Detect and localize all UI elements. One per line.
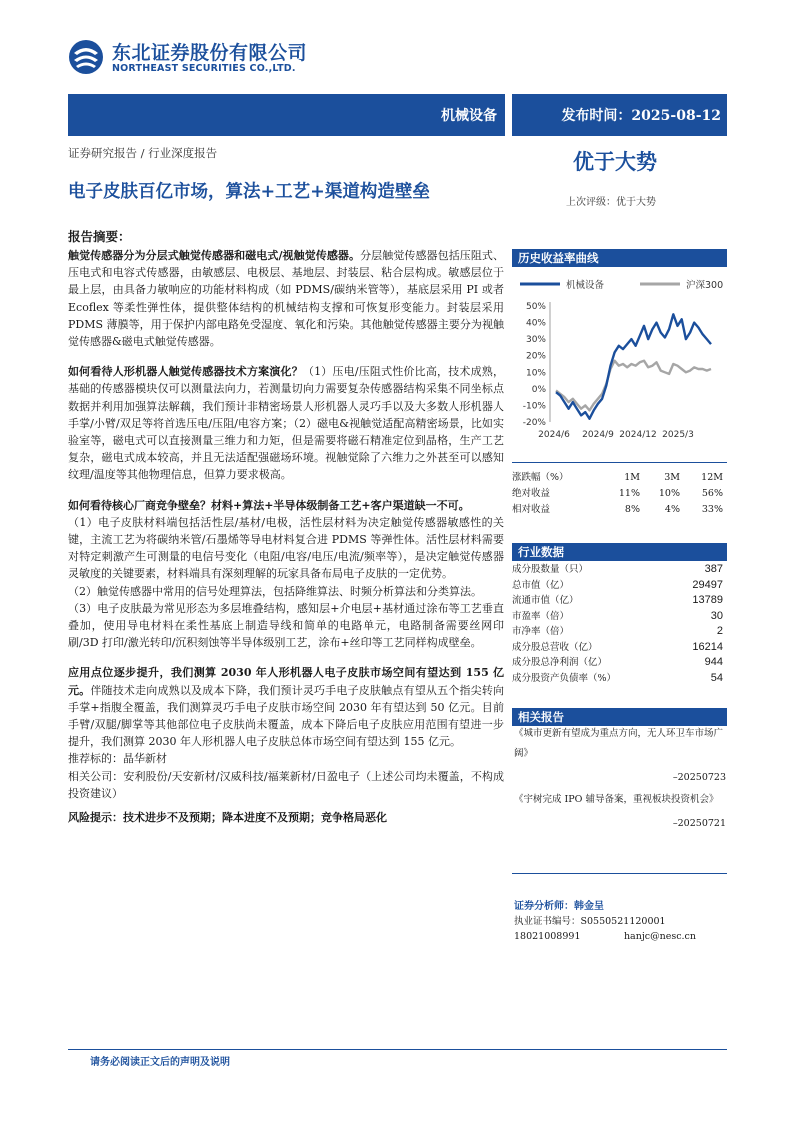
summary-para-4 [68,664,504,750]
related-reports-heading: 相关报告 [512,708,727,726]
y-tick-label: -20% [522,418,546,428]
summary-para-3 [68,497,504,514]
industry-data-value: 16214 [692,640,723,653]
returns-head-label: 涨跌幅（%） [512,472,569,483]
industry-data-label: 市盈率（倍） [512,610,570,622]
summary-para-2 [68,363,504,483]
chart-heading: 历史收益率曲线 [512,249,727,267]
legend-label: 沪深300 [686,280,724,291]
related-report-date: –20250721 [672,818,726,829]
y-tick-label: -10% [522,401,546,412]
returns-cell: 56% [701,488,723,499]
risk-note [68,809,504,826]
analyst-phone: 18021008991 [514,931,581,942]
returns-cell: 10% [658,488,680,499]
industry-data-row [512,578,727,594]
series-line-1 [556,361,711,411]
industry-data-label: 成分股总营收（亿） [512,641,598,653]
para-4-lead: 应用点位逐步提升，我们测算 2030 年人形机器人电子皮肤市场空间有望达到 155 亿元。 [68,666,504,697]
y-tick-label: 0% [531,384,546,395]
industry-data-value: 944 [704,656,723,668]
analyst-license: 执业证书编号：S0550521120001 [514,916,666,927]
recommended-stock: 推荐标的：晶华新材 [68,752,167,766]
related-report-1 [514,724,726,788]
report-title: 电子皮肤百亿市场，算法+工艺+渠道构造壁垒 [68,182,430,202]
history-return-chart [512,272,727,442]
summary-para-1 [68,247,504,350]
returns-cell: 4% [664,504,680,515]
y-tick-label: 20% [525,351,546,362]
summary-heading: 报告摘要： [68,229,131,244]
industry-data-value: 29497 [692,578,723,591]
related-report-title[interactable]: 《宇树完成 IPO 辅导备案，重视板块投资机会》 [514,794,719,805]
returns-cell: 33% [701,504,723,515]
industry-data-heading: 行业数据 [512,543,727,561]
para-4-body: 伴随技术走向成熟以及成本下降，我们预计灵巧手电子皮肤触点有望从五个指尖转向手掌+指腹全覆盖，我们测算灵巧手电子皮肤市场空间 2030 年有望达到 50 亿元。目前手臂/双腿/脚掌等其他部位电子皮肤尚未覆盖，成本下降后电子皮肤应用范围有望进一步提升，我们测算 2030 年人形机器人电子皮肤总体市场空间有望达到 155 亿元。 [68,683,505,749]
rating-previous: 上次评级：优于大势 [566,197,656,208]
industry-data-row [512,609,727,625]
rating-current: 优于大势 [573,149,657,174]
company-logo [68,39,104,75]
industry-data-row [512,624,727,640]
chart-divider [512,462,727,463]
related-companies: 相关公司：安利股份/天安新材/汉威科技/福莱新材/日盈电子（上述公司均未覆盖，不构成投资建议） [68,769,504,800]
industry-data-label: 成分股总净利润（亿） [512,657,608,668]
analyst-email[interactable]: hanjc@nesc.cn [623,931,696,942]
returns-head-1m: 1M [624,472,640,483]
returns-cell: 8% [624,504,640,515]
footer-divider [68,1049,727,1050]
para-2-body: （1）压电/压阻式性价比高，技术成熟，基础的传感器模块仅可以测量法向力，若测量切向力需要复杂传感器结构采集不同坐标点数据并利用加强算法解藕，我们预计非精密场景人形机器人灵巧手以及大多数人形机器人手掌/小臂/双足等将首选压电/压阻/电容方案；（2）磁电&视触觉适配高精密场景，比如实验室等，磁电式可以直接测量三维力和力矩，但是需要将磁石精准定位到晶格，生产工艺复杂，磁电式成本较高，并且无法适配强磁场环境。视触觉除了六维力之外甚至可以感知纹理/温度等其他物理信息，但算力要求极高。 [68,365,504,482]
industry-data-label: 成分股资产负债率（%） [512,672,617,684]
industry-data-row [512,562,727,578]
para-3-lead: 如何看待核心厂商竞争壁垒？材料+算法+半导体级制备工艺+客户渠道缺一不可。 [68,498,470,512]
analyst-block [514,899,726,944]
returns-head-12m: 12M [701,472,723,483]
y-tick-label: 30% [525,335,546,346]
returns-table [512,470,727,518]
returns-row-absolute [512,486,727,502]
summary-para-3b: （2）触觉传感器中常用的信号处理算法，包括降维算法、时频分析算法和分类算法。 [68,584,482,598]
summary-para-3c: （3）电子皮肤最为常见形态为多层堆叠结构，感知层+介电层+基材通过涂布等工艺垂直叠加，使用导电材料在柔性基底上制造导线和简单的电路单元，电路制备需要丝网印刷/3D 打印/激光转印/沉积刻蚀等半导体级别工艺，涂布+丝印等工艺同样构成壁垒。 [68,601,504,650]
industry-data-value: 54 [710,671,723,684]
industry-data-label: 流通市值（亿） [512,595,579,606]
industry-data-row [512,671,727,687]
breadcrumb: 证券研究报告 / 行业深度报告 [68,146,218,160]
industry-band [68,94,505,136]
returns-cell: 绝对收益 [512,488,551,499]
related-report-date: –20250723 [672,772,726,783]
related-report-2 [514,790,726,834]
x-tick-label: 2024/9 [582,430,614,440]
industry-data-table [512,562,727,686]
x-tick-label: 2024/12 [619,430,657,440]
returns-head-3m: 3M [664,472,680,483]
publish-band [512,94,727,136]
publish-time: 发布时间：2025-08-12 [561,108,721,124]
y-tick-label: 40% [525,318,546,329]
para-2-lead: 如何看待人形机器人触觉传感器技术方案演化？ [68,365,303,379]
legend-label: 机械设备 [566,280,605,291]
summary-para-3a: （1）电子皮肤材料端包括活性层/基材/电极，活性层材料为决定触觉传感器敏感性的关键，主流工艺为将碳纳米管/石墨烯等导电材料复合进 PDMS 等弹性体。活性层材料需要对特定刺激产生可测量的电信号变化（电阻/电容/电压/电流/频率等），是决定触觉传感器灵敏度的关键要素，材料端具有深刻理解的玩家具备布局电子皮肤的一定优势。 [68,515,504,581]
industry-data-row [512,640,727,656]
related-report-title[interactable]: 《城市更新有望成为重点方向，无人环卫车市场广阔》 [514,728,724,759]
x-tick-label: 2024/6 [538,430,570,440]
industry-data-value: 13789 [692,594,723,606]
analyst-contact [514,929,726,944]
industry-label: 机械设备 [441,108,497,124]
returns-row-relative [512,502,727,518]
industry-data-row [512,655,727,671]
returns-cell: 相对收益 [512,504,551,515]
para-1-lead: 触觉传感器分为分层式触觉传感器和磁电式/视触觉传感器。 [68,249,361,262]
company-name-cn: 东北证券股份有限公司 [112,42,308,64]
analyst-name: 证券分析师：韩金呈 [514,901,604,912]
footer-note: 请务必阅读正文后的声明及说明 [90,1057,230,1068]
y-tick-label: 10% [525,368,546,379]
x-tick-label: 2025/3 [662,430,694,440]
series-line-0 [556,314,711,418]
industry-data-label: 成分股数量（只） [512,564,589,575]
returns-head [512,470,727,486]
returns-cell: 11% [618,488,640,499]
industry-data-row [512,593,727,609]
company-name-en: NORTHEAST SECURITIES CO.,LTD. [112,63,296,74]
analyst-divider [512,873,727,874]
industry-data-label: 总市值（亿） [512,579,570,591]
y-tick-label: 50% [525,302,546,312]
industry-data-value: 30 [710,609,723,622]
industry-data-value: 2 [716,625,723,637]
summary-body [68,247,504,839]
industry-data-value: 387 [704,563,723,575]
industry-data-label: 市净率（倍） [512,626,570,637]
risk-text: 风险提示：技术进步不及预期；降本进度不及预期；竞争格局恶化 [68,811,387,825]
para-1-body: 分层触觉传感器包括压阻式、压电式和电容式传感器，由敏感层、电极层、基地层、封装层、粘合层构成。敏感层位于最上层，由具备力敏响应的功能材料构成（如 PDMS/碳纳米管等），基底层采用 PI 或者 Ecoflex 等柔性弹性体，提供整体结构的机械结构支撑和可恢复形变能力。封装层采用 PDMS 薄膜等，用于保护内部电路免受湿度、氧化和污染。其他触觉传感器主要分为视触觉传感器&磁电式触觉传感器。 [68,249,505,349]
